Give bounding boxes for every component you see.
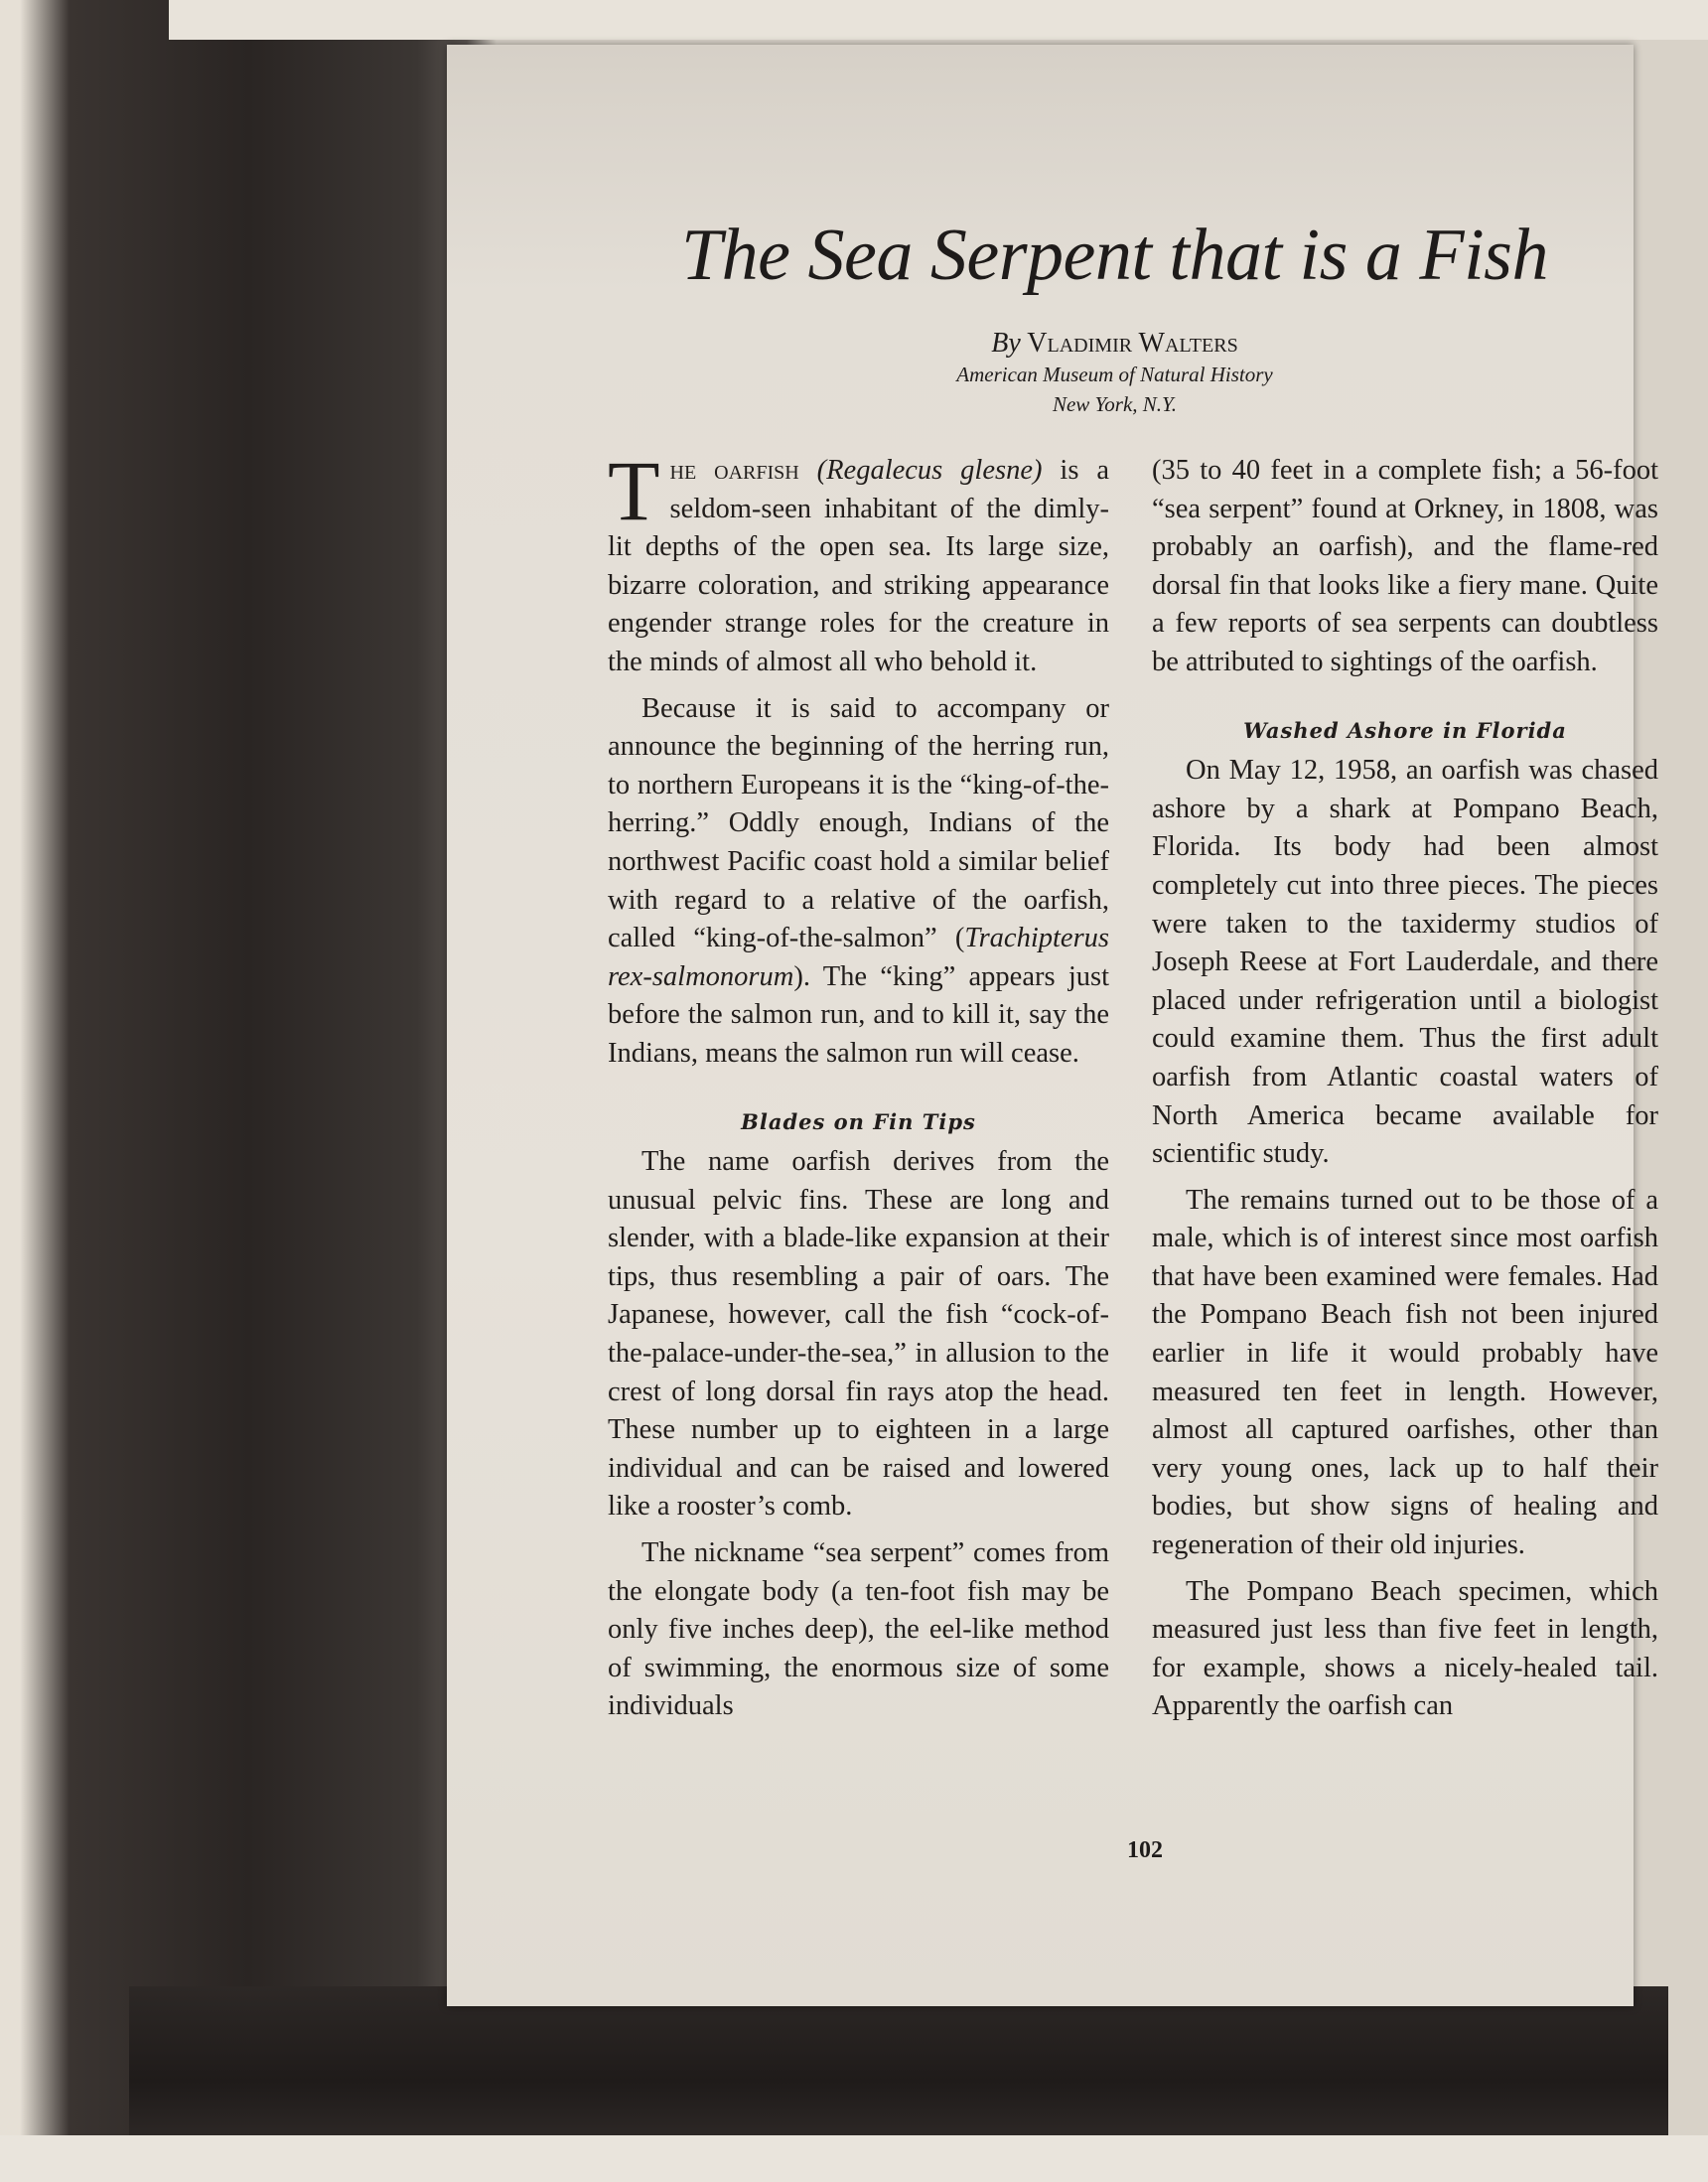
section-heading: Washed Ashore in Florida xyxy=(1243,717,1567,743)
author-affiliation: American Museum of Natural History xyxy=(956,363,1273,386)
author-location: New York, N.Y. xyxy=(1052,392,1178,416)
page-number: 102 xyxy=(1127,1837,1163,1863)
paragraph: The remains turned out to be those of a male, which is of interest since most oarfish that have been examined were females. Had the Pompano Beach fish not been injured earlier in life it would probably have measured ten feet in length. However, almost all captured oarfishes, other than very young ones, lack up to half their bodies, but show signs of healing and regeneration of their old injuries. xyxy=(1152,1184,1658,1561)
section-heading: Blades on Fin Tips xyxy=(741,1108,976,1134)
paragraph: The name oarfish derives from the unusual pelvic fins. These are long and slender, with a blade-like expansion at their tips, thus resembling a pair of oars. The Japanese, however, call the fish “cock-of-the-palace-under-the-sea,” in allusion to the crest of long dorsal fin rays atop the head. These number up to eighteen in a large individual and can be raised and lowered like a rooster’s comb. xyxy=(608,1146,1109,1523)
paragraph: The Pompano Beach specimen, which measured just less than five feet in length, for example, shows a nicely-healed tail. Apparently the oarfish can xyxy=(1152,1575,1658,1722)
paragraph: Because it is said to accompany or announce the beginning of the herring run, to northern Europeans it is the “king-of-the-herring.” Oddly enough, Indians of the northwest Pacific coast hold a similar belief with regard to a relative of the oarfish, called “king-of-the-salmon” (Trachipterus rex-salmonorum). The “king” appears just before the salmon run, and to kill it, say the Indians, means the salmon run will cease. xyxy=(608,692,1109,1069)
drop-cap: T xyxy=(608,443,660,538)
paper-edge-bottom xyxy=(0,2135,1708,2182)
paragraph: On May 12, 1958, an oarfish was chased ashore by a shark at Pompano Beach, Florida. Its body had been almost completely cut into three pieces. The pieces were taken to the taxidermy studios of Joseph Reese at Fort Lauderdale, and there placed under refrigeration until a biologist could examine them. Thus the first adult oarfish from Atlantic coastal waters of North America became available for scientific study. xyxy=(1152,755,1658,1170)
article-title: The Sea Serpent that is a Fish xyxy=(681,215,1548,296)
paper-edge-top xyxy=(169,0,1708,40)
author-name: Vladimir Walters xyxy=(1027,328,1238,359)
scan-shadow-bottom xyxy=(129,1986,1668,2145)
article-page xyxy=(447,45,1658,2006)
left-column xyxy=(608,443,1109,1734)
paragraph: (35 to 40 feet in a complete fish; a 56-foot “sea serpent” found at Orkney, in 1808, was probably an oarfish), and the flame-red dorsal fin that looks like a fiery mane. Quite a few reports of sea serpents can doubtless be attributed to sightings of the oarfish. xyxy=(1152,455,1658,677)
byline-by: By xyxy=(991,328,1021,359)
right-column xyxy=(1152,452,1658,1734)
byline xyxy=(447,328,1634,419)
paragraph: The oarfish (Regalecus glesne) is a seldom-seen inhabitant of the dimly-lit depths of the open sea. Its large size, bizarre coloration, and striking appearance engender strange roles for the creature in the minds of almost all who behold it. xyxy=(608,443,1109,677)
paragraph: The nickname “sea serpent” comes from the elongate body (a ten-foot fish may be only five inches deep), the eel-like method of swimming, the enormous size of some individuals xyxy=(608,1537,1109,1722)
